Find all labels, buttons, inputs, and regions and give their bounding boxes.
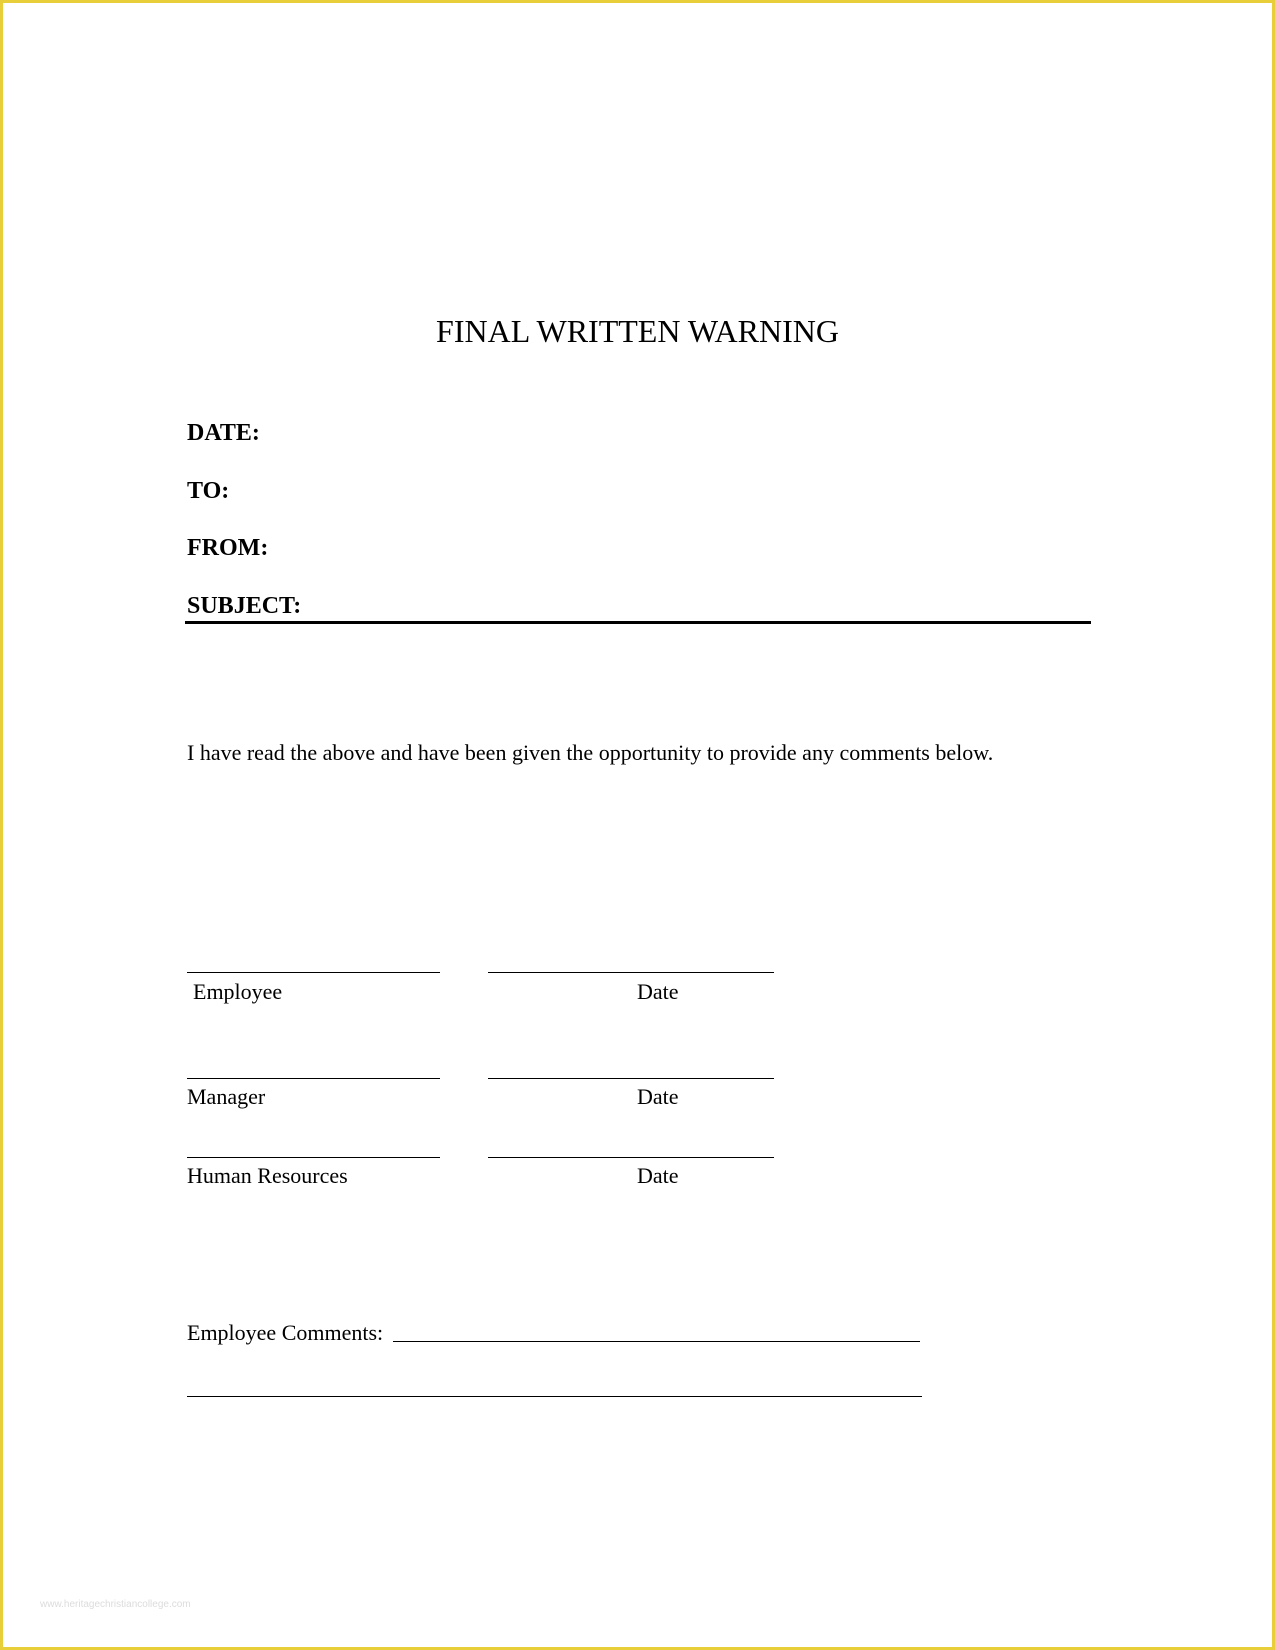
acknowledgement-statement: I have read the above and have been given the opportunity to provide any comments below. bbox=[187, 740, 994, 765]
date-field-label: DATE: bbox=[187, 420, 260, 446]
from-field-label: FROM: bbox=[187, 535, 269, 561]
hr-date-label: Date bbox=[637, 1163, 679, 1188]
employee-comments-line-1[interactable] bbox=[393, 1341, 920, 1342]
document-title: FINAL WRITTEN WARNING bbox=[436, 313, 839, 349]
employee-date-line[interactable] bbox=[488, 972, 774, 973]
watermark-text: www.heritagechristiancollege.com bbox=[40, 1599, 191, 1610]
employee-signature-line[interactable] bbox=[187, 972, 440, 973]
employee-comments-label: Employee Comments: bbox=[187, 1320, 384, 1345]
subject-divider bbox=[185, 621, 1091, 624]
hr-date-line[interactable] bbox=[488, 1157, 774, 1158]
manager-date-line[interactable] bbox=[488, 1078, 774, 1079]
hr-signature-line[interactable] bbox=[187, 1157, 440, 1158]
employee-signature-label: Employee bbox=[193, 979, 283, 1004]
employee-comments-line-2[interactable] bbox=[187, 1396, 922, 1397]
employee-date-label: Date bbox=[637, 979, 679, 1004]
manager-signature-label: Manager bbox=[187, 1084, 266, 1109]
hr-signature-label: Human Resources bbox=[187, 1163, 348, 1188]
manager-signature-line[interactable] bbox=[187, 1078, 440, 1079]
to-field-label: TO: bbox=[187, 478, 230, 504]
subject-field-label: SUBJECT: bbox=[187, 593, 302, 619]
manager-date-label: Date bbox=[637, 1084, 679, 1109]
